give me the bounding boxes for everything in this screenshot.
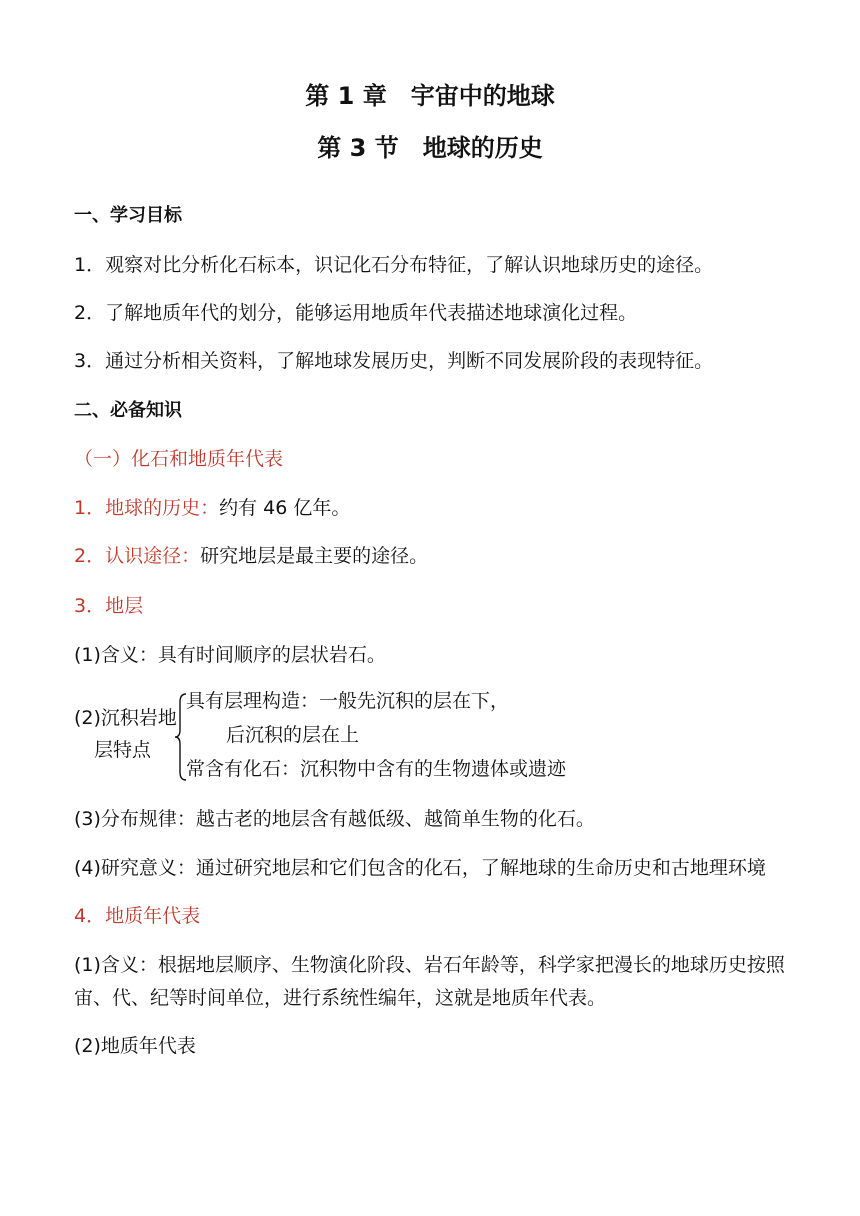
point-strata-label: 3．地层 [74,595,144,617]
point-geologic-timescale-label: 4．地质年代表 [74,905,201,927]
chapter-title: 第 1 章 宇宙中的地球 [305,82,555,110]
point-text: 研究地层是最主要的途径。 [200,545,429,567]
characteristic-bedding: 具有层理构造：一般先沉积的层在下， [186,690,510,712]
heading-essential-knowledge: 二、必备知识 [74,400,182,421]
strata-significance: (4)研究意义：通过研究地层和它们包含的化石，了解地球的生命历史和古地理环境 [74,857,766,879]
strata-definition: (1)含义：具有时间顺序的层状岩石。 [74,644,386,666]
timescale-definition-cont: 宙、代、纪等时间单位，进行系统性编年，这就是地质年代表。 [74,987,607,1009]
point-earth-history [74,495,350,521]
point-label: 1．地球的历史： [74,497,220,519]
strata-characteristics-label-cont: 层特点 [94,739,152,761]
goal-item-2: 2．了解地质年代的划分，能够运用地质年代表描述地球演化过程。 [74,302,638,324]
point-research-approach [74,543,428,569]
timescale-definition: (1)含义：根据地层顺序、生物演化阶段、岩石年龄等，科学家把漫长的地球历史按照 [74,954,785,976]
strata-distribution: (3)分布规律：越古老的地层含有越低级、越简单生物的化石。 [74,808,595,830]
strata-characteristics [74,688,774,784]
heading-learning-goals: 一、学习目标 [74,205,182,226]
section-title: 第 3 节 地球的历史 [317,134,543,162]
characteristic-bedding-cont: 后沉积的层在上 [226,724,360,746]
characteristic-fossils: 常含有化石：沉积物中含有的生物遗体或遗迹 [186,758,567,780]
point-label: 2．认识途径： [74,545,201,567]
goal-item-3: 3．通过分析相关资料，了解地球发展历史，判断不同发展阶段的表现特征。 [74,350,714,372]
subheading-fossils: （一）化石和地质年代表 [74,448,284,470]
goal-item-1: 1．观察对比分析化石标本，识记化石分布特征，了解认识地球历史的途径。 [74,254,714,276]
point-text: 约有 46 亿年。 [219,497,351,519]
strata-characteristics-label: (2)沉积岩地 [74,707,177,729]
timescale-table-label: (2)地质年代表 [74,1035,196,1057]
